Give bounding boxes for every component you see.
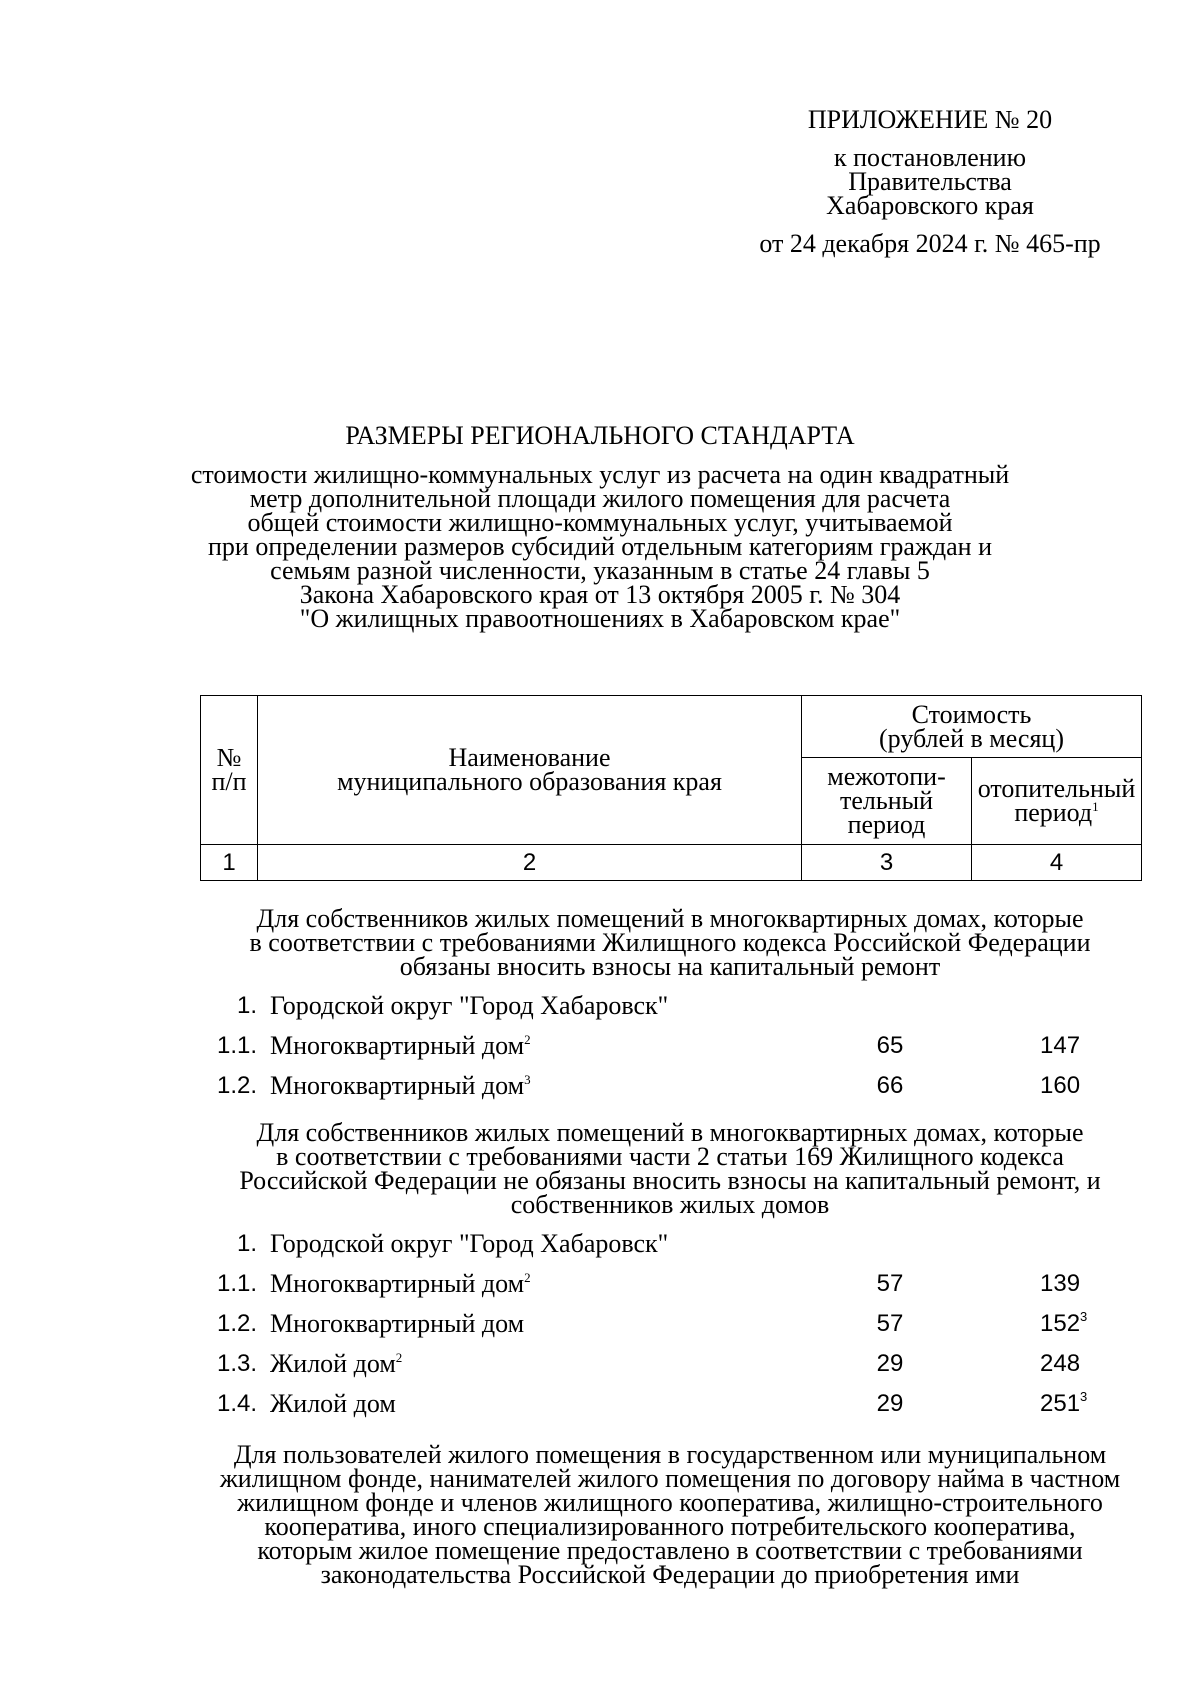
- section-heading-line: Для собственников жилых помещений в многоквартирных домах, которые: [256, 1118, 1084, 1147]
- appendix-number: ПРИЛОЖЕНИЕ № 20: [807, 105, 1053, 134]
- row-heating-footnote: 3: [1080, 1309, 1088, 1324]
- row-name-footnote: 3: [524, 1072, 531, 1087]
- col-number-2: 2: [258, 845, 802, 881]
- row-name: [270, 986, 668, 1026]
- row-number: 1.1.: [216, 1270, 257, 1297]
- to-resolution: к постановлению: [833, 143, 1027, 172]
- table-row: [0, 986, 1200, 1026]
- col-header-name-line2: муниципального образования края: [337, 767, 722, 796]
- row-interheating-value: 29: [876, 1390, 904, 1417]
- section-heading-line: которым жилое помещение предоставлено в соответствии с требованиями: [257, 1536, 1083, 1565]
- title-line: общей стоимости жилищно-коммунальных услуг, учитываемой: [247, 508, 953, 537]
- section-heading-line: Для собственников жилых помещений в многоквартирных домах, которые: [256, 904, 1084, 933]
- row-name: [270, 1384, 396, 1424]
- row-number: 1.2.: [216, 1310, 257, 1337]
- row-name: [270, 1304, 524, 1344]
- interheating-line2: тельный: [839, 786, 934, 815]
- row-interheating-value: 57: [876, 1270, 904, 1297]
- region-name: Хабаровского края: [826, 191, 1034, 220]
- row-name-text: Городской округ "Город Хабаровск": [270, 991, 669, 1020]
- row-name: [270, 1026, 531, 1066]
- col-header-cost-line2: (рублей в месяц): [879, 723, 1064, 753]
- col-header-name-line1: Наименование: [448, 743, 611, 772]
- row-heating-text: 251: [1040, 1390, 1081, 1417]
- row-heating-value: [1040, 1384, 1160, 1424]
- row-number: 1.3.: [216, 1350, 257, 1377]
- row-name-text: Многоквартирный дом: [270, 1071, 525, 1100]
- row-heating-text: 139: [1040, 1270, 1081, 1297]
- row-number: 1.2.: [216, 1072, 257, 1099]
- row-heating-value: [1040, 1066, 1160, 1106]
- row-number: 1.4.: [216, 1390, 257, 1417]
- col-header-number: [201, 696, 258, 845]
- table-row: [0, 1264, 1200, 1304]
- table-row: [0, 1026, 1200, 1066]
- col-header-cost: [802, 696, 1142, 758]
- document-title: [150, 421, 1050, 631]
- heating-footnote-mark: 1: [1092, 799, 1099, 814]
- row-number: 1.1.: [216, 1032, 257, 1059]
- col-header-number-sign: №: [216, 743, 242, 772]
- section-heading-line: в соответствии с требованиями Жилищного кодекса Российской Федерации: [249, 928, 1091, 957]
- row-name: [270, 1344, 402, 1384]
- interheating-line1: межотопи-: [827, 762, 946, 791]
- approval-header: [700, 105, 1160, 258]
- table-row: [0, 1224, 1200, 1264]
- title-line: "О жилищных правоотношениях в Хабаровском крае": [299, 604, 901, 633]
- row-interheating-value: 29: [876, 1350, 904, 1377]
- row-heating-text: 152: [1040, 1310, 1081, 1337]
- section-heading-line: в соответствии с требованиями части 2 статьи 169 Жилищного кодекса: [276, 1142, 1064, 1171]
- section-heading-line: собственников жилых домов: [510, 1190, 830, 1219]
- row-heating-text: 248: [1040, 1350, 1081, 1377]
- heating-line1: отопительный: [977, 774, 1136, 803]
- row-name-text: Многоквартирный дом: [270, 1309, 525, 1338]
- section-heading-line: жилищном фонде и членов жилищного кооператива, жилищно-строительного: [237, 1488, 1103, 1517]
- row-name: [270, 1264, 531, 1304]
- row-heating-text: 147: [1040, 1032, 1081, 1059]
- title-line: метр дополнительной площади жилого помещения для расчета: [249, 484, 951, 513]
- col-header-number-abbr: п/п: [211, 767, 247, 796]
- col-header-name: [258, 696, 802, 845]
- table-row: [0, 1344, 1200, 1384]
- section-heading-1: [190, 904, 1150, 981]
- row-interheating-value: 65: [876, 1032, 904, 1059]
- row-name-text: Городской округ "Город Хабаровск": [270, 1229, 669, 1258]
- col-number-3: 3: [802, 845, 972, 881]
- table-row: [0, 1384, 1200, 1424]
- table-row: [0, 1066, 1200, 1106]
- row-interheating-value: 57: [876, 1310, 904, 1337]
- row-name-text: Многоквартирный дом: [270, 1269, 525, 1298]
- col-number-1: 1: [201, 845, 258, 881]
- section-heading-line: обязаны вносить взносы на капитальный ремонт: [399, 952, 941, 981]
- table-row: [0, 1304, 1200, 1344]
- resolution-date-number: от 24 декабря 2024 г. № 465-пр: [759, 229, 1101, 258]
- heating-line2: период: [1014, 798, 1093, 827]
- row-name-footnote: 2: [524, 1270, 531, 1285]
- section-heading-3: [190, 1440, 1150, 1589]
- section-heading-line: кооператива, иного специализированного потребительского кооператива,: [264, 1512, 1076, 1541]
- row-number: 1.: [236, 992, 257, 1019]
- col-header-cost-line1: Стоимость: [911, 699, 1032, 729]
- row-heating-value: [1040, 1304, 1160, 1344]
- col-header-heating: [972, 758, 1142, 845]
- cost-table-header: [200, 695, 1142, 881]
- row-number: 1.: [236, 1230, 257, 1257]
- government: Правительства: [848, 167, 1012, 196]
- title-line: Закона Хабаровского края от 13 октября 2005 г. № 304: [299, 580, 901, 609]
- row-heating-value: [1040, 1264, 1160, 1304]
- title-line: семьям разной численности, указанным в статье 24 главы 5: [270, 556, 930, 585]
- row-name-text: Жилой дом: [270, 1389, 396, 1418]
- section-heading-line: Для пользователей жилого помещения в государственном или муниципальном: [233, 1440, 1107, 1469]
- section-heading-line: жилищном фонде, нанимателей жилого помещения по договору найма в частном: [219, 1464, 1121, 1493]
- col-number-4: 4: [972, 845, 1142, 881]
- row-heating-footnote: 3: [1080, 1389, 1088, 1404]
- title-line: при определении размеров субсидий отдельным категориям граждан и: [208, 532, 992, 561]
- interheating-line3: период: [847, 810, 926, 839]
- row-interheating-value: 66: [876, 1072, 904, 1099]
- row-name-text: Жилой дом: [270, 1349, 396, 1378]
- row-name: [270, 1224, 668, 1264]
- row-heating-value: [1040, 1344, 1160, 1384]
- row-name-footnote: 2: [395, 1350, 403, 1365]
- row-heating-value: [1040, 1026, 1160, 1066]
- row-name-text: Многоквартирный дом: [270, 1031, 525, 1060]
- section-heading-2: [190, 1118, 1150, 1219]
- title-main: РАЗМЕРЫ РЕГИОНАЛЬНОГО СТАНДАРТА: [345, 421, 855, 450]
- col-header-interheating: [802, 758, 972, 845]
- row-name: [270, 1066, 531, 1106]
- section-heading-line: Российской Федерации не обязаны вносить взносы на капитальный ремонт, и: [239, 1166, 1101, 1195]
- heating-line2-wrap: [972, 798, 1141, 827]
- row-heating-text: 160: [1040, 1072, 1081, 1099]
- title-line: стоимости жилищно-коммунальных услуг из расчета на один квадратный: [190, 460, 1010, 489]
- section-heading-line: законодательства Российской Федерации до приобретения ими: [320, 1560, 1020, 1589]
- row-name-footnote: 2: [524, 1032, 531, 1047]
